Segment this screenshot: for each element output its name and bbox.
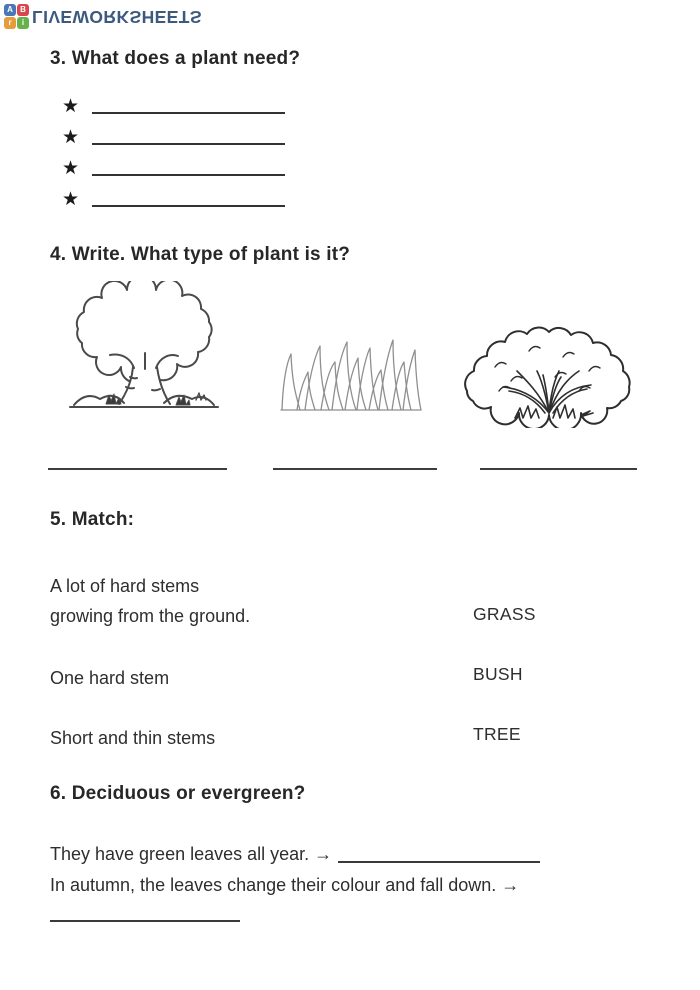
answer-blank[interactable] — [48, 468, 227, 470]
q6-evergreen-row — [50, 844, 540, 865]
match-right-option[interactable]: BUSH — [473, 664, 523, 684]
match-right-option[interactable]: TREE — [473, 724, 521, 744]
answer-blank[interactable] — [92, 130, 285, 145]
q3-answer-row — [62, 153, 285, 183]
question-3-title: 3. What does a plant need? — [50, 48, 301, 69]
logo-square-orange: r — [4, 17, 16, 29]
tree-drawing — [64, 281, 224, 425]
q3-answer-row — [62, 184, 285, 214]
answer-blank[interactable] — [273, 468, 437, 470]
bush-drawing — [459, 325, 640, 428]
match-left-item[interactable]: One hard stem — [50, 668, 170, 688]
answer-blank[interactable] — [92, 161, 285, 176]
question-5-title: 5. Match: — [50, 509, 135, 530]
question-4-title: 4. Write. What type of plant is it? — [50, 244, 351, 265]
liveworksheets-logo — [4, 4, 202, 29]
q3-answer-row — [62, 91, 285, 121]
logo-text: LIVEWORKSHEETS — [32, 7, 202, 27]
match-left-item[interactable]: Short and thin stems — [50, 728, 216, 748]
match-left-line: growing from the ground. — [50, 606, 251, 626]
answer-blank[interactable] — [92, 192, 285, 207]
answer-blank[interactable] — [480, 468, 637, 470]
grass-drawing — [277, 320, 425, 415]
q6-deciduous-prompt: In autumn, the leaves change their colour and fall down. → — [50, 875, 520, 895]
answer-blank[interactable] — [50, 920, 240, 922]
star-icon: ★ — [62, 126, 80, 148]
match-left-item[interactable] — [50, 571, 250, 631]
logo-square-blue: A — [4, 4, 16, 16]
match-right-option[interactable]: GRASS — [473, 604, 536, 624]
logo-grid-icon — [4, 4, 29, 29]
answer-blank[interactable] — [92, 99, 285, 114]
question-6-title: 6. Deciduous or evergreen? — [50, 783, 306, 804]
q6-evergreen-prompt: They have green leaves all year. → — [50, 844, 333, 864]
logo-square-green: i — [17, 17, 29, 29]
answer-blank[interactable] — [338, 849, 540, 863]
q3-answer-row — [62, 122, 285, 152]
star-icon: ★ — [62, 157, 80, 179]
logo-square-red: B — [17, 4, 29, 16]
match-left-line: A lot of hard stems — [50, 576, 200, 596]
star-icon: ★ — [62, 95, 80, 117]
star-icon: ★ — [62, 188, 80, 210]
